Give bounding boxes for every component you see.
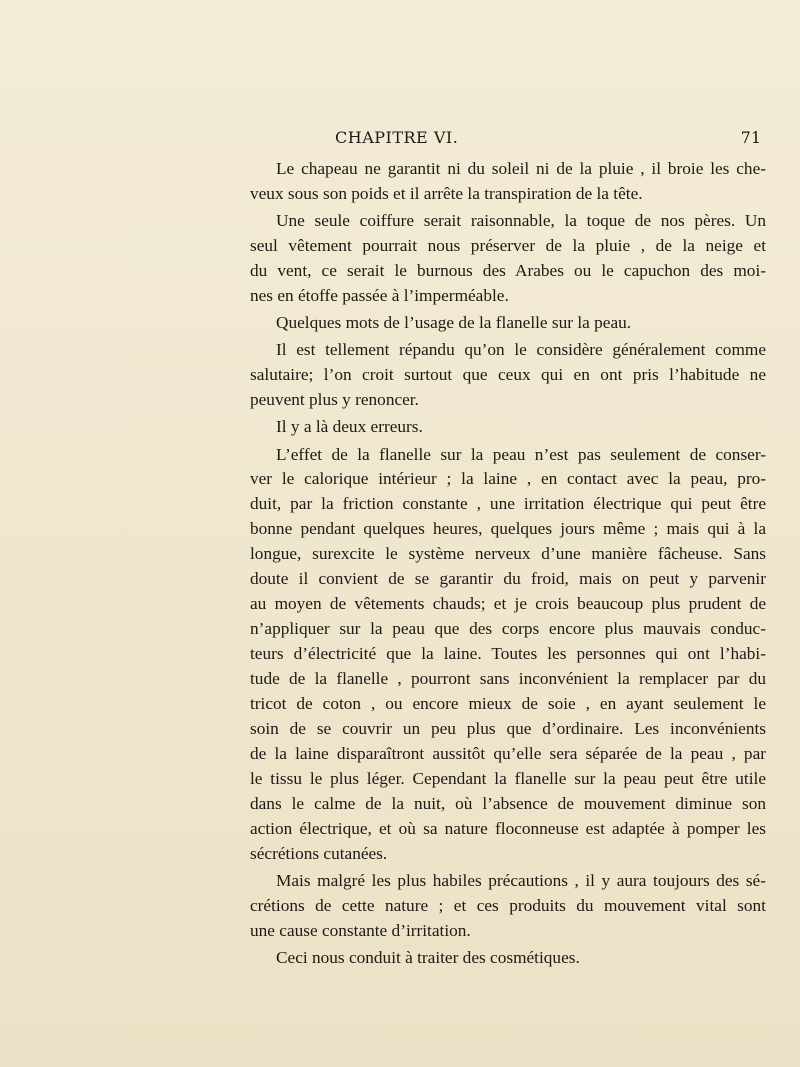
paragraph-line: teurs d’électricité que la laine. Toutes les personnes qui ont l’habi- bbox=[250, 644, 766, 663]
paragraph-line: tude de la flanelle , pourront sans inconvénient la remplacer par du bbox=[250, 669, 766, 688]
page-header bbox=[335, 128, 765, 154]
paragraph-line: une cause constante d’irritation. bbox=[250, 921, 471, 940]
page-number: 71 bbox=[740, 128, 761, 147]
paragraph-line: doute il convient de se garantir du froid, mais on peut y parvenir bbox=[250, 569, 766, 588]
paragraph-line: veux sous son poids et il arrête la transpiration de la tête. bbox=[250, 184, 643, 203]
paragraph-line: salutaire; l’on croit surtout que ceux qui en ont pris l’habitude ne bbox=[250, 365, 766, 384]
paragraph-line: Une seule coiffure serait raisonnable, la toque de nos pères. Un bbox=[276, 211, 766, 230]
paragraph-line: duit, par la friction constante , une irritation électrique qui peut être bbox=[250, 494, 766, 513]
paragraph-line: crétions de cette nature ; et ces produits du mouvement vital sont bbox=[250, 896, 766, 915]
paragraph-line: Le chapeau ne garantit ni du soleil ni de la pluie , il broie les che- bbox=[276, 159, 766, 178]
paragraph-line: tricot de coton , ou encore mieux de soie , en ayant seulement le bbox=[250, 694, 766, 713]
paragraph-line: Il y a là deux erreurs. bbox=[276, 417, 423, 436]
paragraph-line: action électrique, et où sa nature floconneuse est adaptée à pomper les bbox=[250, 819, 766, 838]
paragraph-line: Quelques mots de l’usage de la flanelle sur la peau. bbox=[276, 313, 632, 332]
paragraph-line: nes en étoffe passée à l’imperméable. bbox=[250, 286, 509, 305]
paragraph-line: Il est tellement répandu qu’on le considère généralement comme bbox=[276, 340, 766, 359]
paragraph-line: sécrétions cutanées. bbox=[250, 844, 388, 863]
paragraph-line: n’appliquer sur la peau que des corps encore plus mauvais conduc- bbox=[250, 619, 766, 638]
paragraph-line: au moyen de vêtements chauds; et je crois beaucoup plus prudent de bbox=[250, 594, 766, 613]
paragraph-line: seul vêtement pourrait nous préserver de la pluie , de la neige et bbox=[250, 236, 766, 255]
paragraph-line: Ceci nous conduit à traiter des cosmétiques. bbox=[276, 948, 580, 967]
paragraph-line: L’effet de la flanelle sur la peau n’est pas seulement de conser- bbox=[276, 445, 766, 464]
paragraph-line: bonne pendant quelques heures, quelques jours même ; mais qui à la bbox=[250, 519, 766, 538]
paragraph-line: Mais malgré les plus habiles précautions , il y aura toujours des sé- bbox=[276, 871, 766, 890]
paragraph-line: ver le calorique intérieur ; la laine , en contact avec la peau, pro- bbox=[250, 469, 766, 488]
running-title: CHAPITRE VI. bbox=[335, 128, 459, 147]
paragraph-line: peuvent plus y renoncer. bbox=[250, 390, 419, 409]
paragraph-line: longue, surexcite le système nerveux d’une manière fâcheuse. Sans bbox=[250, 544, 766, 563]
paragraph-line: de la laine disparaîtront aussitôt qu’elle sera séparée de la peau , par bbox=[250, 744, 766, 763]
paragraph-line: dans le calme de la nuit, où l’absence de mouvement diminue son bbox=[250, 794, 766, 813]
paragraph-line: du vent, ce serait le burnous des Arabes ou le capuchon des moi- bbox=[250, 261, 766, 280]
paragraph-line: soin de se couvrir un peu plus que d’ordinaire. Les inconvénients bbox=[250, 719, 766, 738]
paragraph-line: le tissu le plus léger. Cependant la flanelle sur la peau peut être utile bbox=[250, 769, 766, 788]
